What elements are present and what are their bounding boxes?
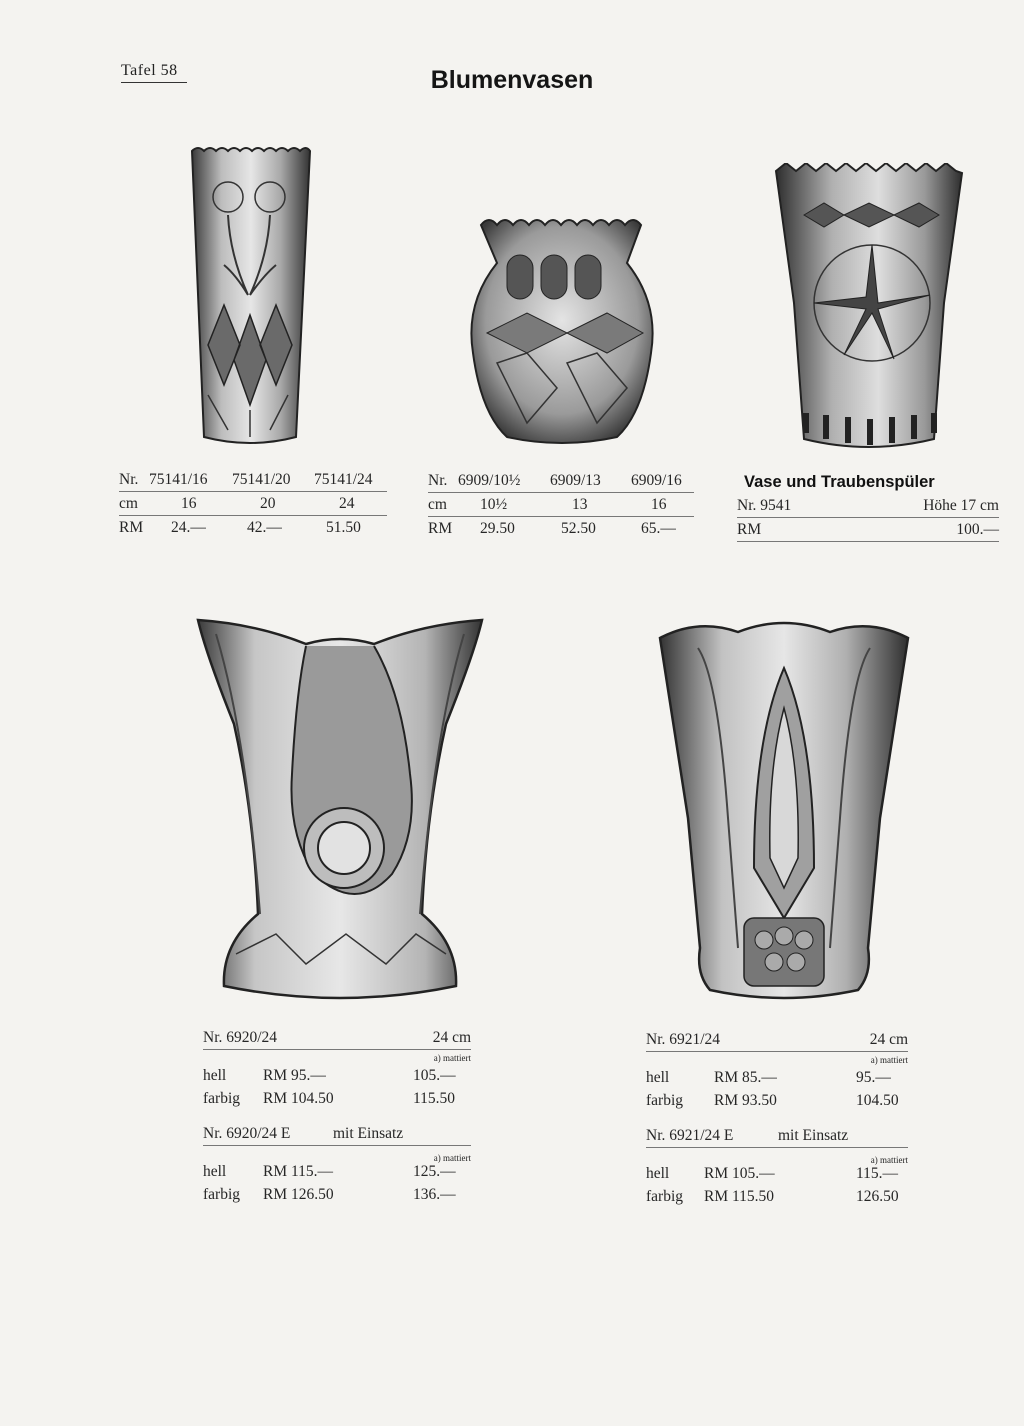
price-row-hell — [646, 1066, 908, 1089]
price-value: RM 104.50 — [263, 1090, 334, 1107]
price-value: RM 126.50 — [263, 1186, 334, 1203]
model-number: Nr. 9541 — [737, 497, 792, 514]
mattiert-price: 95.— — [856, 1069, 891, 1086]
number-row — [646, 1028, 908, 1052]
model-number: 6909/16 — [631, 472, 682, 489]
size-value: 16 — [651, 496, 667, 513]
mattiert-note: a) mattiert — [433, 1053, 471, 1063]
mattiert-price: 105.— — [413, 1067, 456, 1084]
price-row — [737, 518, 999, 542]
number-row — [428, 469, 694, 493]
mattiert-note: a) mattiert — [433, 1153, 471, 1163]
mattiert-price: 104.50 — [856, 1092, 899, 1109]
variant-label: hell — [203, 1163, 227, 1180]
price-value: RM 95.— — [263, 1067, 326, 1084]
model-number: 75141/20 — [232, 471, 291, 488]
model-number: 6909/10½ — [458, 472, 521, 489]
size-value: 24 — [339, 495, 355, 512]
heading-row — [737, 471, 999, 494]
number-row — [737, 494, 999, 518]
price-value: 100.— — [956, 521, 999, 538]
nr-label: Nr. — [428, 472, 448, 489]
variant-label: hell — [646, 1165, 670, 1182]
price-row-farbig — [203, 1087, 471, 1110]
price-value: RM 93.50 — [714, 1092, 777, 1109]
mattiert-price: 115.50 — [413, 1090, 456, 1107]
spec-table-6909 — [428, 469, 694, 540]
size-label: cm — [119, 495, 138, 512]
plate-number: Tafel 58 — [121, 62, 187, 83]
insert-price-row-farbig — [646, 1185, 908, 1208]
product-heading: Vase und Traubenspüler — [744, 473, 935, 491]
price-value: RM 115.— — [263, 1163, 334, 1180]
vase-9541-illustration — [774, 163, 964, 451]
size-value: 13 — [572, 496, 588, 513]
size-row — [428, 493, 694, 517]
price-label: RM — [428, 520, 453, 537]
model-number: Nr. 6921/24 — [646, 1031, 721, 1048]
model-number: 75141/16 — [149, 471, 208, 488]
insert-model-number: Nr. 6921/24 E — [646, 1127, 734, 1144]
insert-price-row-hell — [203, 1160, 471, 1183]
insert-price-row-hell — [646, 1162, 908, 1185]
number-row — [203, 1026, 471, 1050]
vase-6920-illustration — [196, 614, 484, 1004]
insert-note: mit Einsatz — [333, 1125, 404, 1142]
insert-price-row-farbig — [203, 1183, 471, 1206]
price-value: 42.— — [247, 519, 282, 536]
insert-note: mit Einsatz — [778, 1127, 849, 1144]
vase-6909-illustration — [467, 213, 657, 445]
nr-label: Nr. — [119, 471, 139, 488]
price-row — [428, 517, 694, 540]
model-number: 6909/13 — [550, 472, 601, 489]
size-value: 16 — [181, 495, 197, 512]
size-row — [119, 492, 387, 516]
variant-label: hell — [203, 1067, 227, 1084]
size-label: cm — [428, 496, 447, 513]
insert-number-row — [646, 1124, 908, 1148]
price-value: RM 105.— — [704, 1165, 775, 1182]
number-row — [119, 468, 387, 492]
size-value: 24 cm — [432, 1029, 471, 1046]
insert-number-row — [203, 1122, 471, 1146]
variant-label: farbig — [646, 1092, 684, 1109]
insert-model-number: Nr. 6920/24 E — [203, 1125, 291, 1142]
height-value: Höhe 17 cm — [923, 497, 999, 514]
mattiert-price: 125.— — [413, 1163, 456, 1180]
spec-table-6920 — [203, 1026, 471, 1206]
mattiert-price: 115.— — [856, 1165, 899, 1182]
spec-table-75141 — [119, 468, 387, 539]
variant-label: farbig — [646, 1188, 684, 1205]
price-value: 52.50 — [561, 520, 596, 537]
size-value: 20 — [260, 495, 276, 512]
spec-table-9541 — [737, 471, 999, 542]
variant-label: farbig — [203, 1186, 241, 1203]
model-number: Nr. 6920/24 — [203, 1029, 278, 1046]
price-value: 24.— — [171, 519, 206, 536]
price-value: 29.50 — [480, 520, 515, 537]
price-value: 51.50 — [326, 519, 361, 536]
variant-label: hell — [646, 1069, 670, 1086]
price-label: RM — [119, 519, 144, 536]
price-row — [119, 516, 387, 539]
price-value: 65.— — [641, 520, 676, 537]
variant-label: farbig — [203, 1090, 241, 1107]
price-row-farbig — [646, 1089, 908, 1112]
price-value: RM 85.— — [714, 1069, 777, 1086]
spec-table-6921 — [646, 1028, 908, 1208]
mattiert-price: 126.50 — [856, 1188, 899, 1205]
size-value: 10½ — [480, 496, 508, 513]
size-value: 24 cm — [869, 1031, 908, 1048]
page-title: Blumenvasen — [430, 66, 594, 94]
model-number: 75141/24 — [314, 471, 373, 488]
price-label: RM — [737, 521, 762, 538]
price-value: RM 115.50 — [704, 1188, 775, 1205]
vase-6921-illustration — [658, 618, 910, 1000]
mattiert-note: a) mattiert — [870, 1155, 908, 1165]
mattiert-price: 136.— — [413, 1186, 456, 1203]
mattiert-note: a) mattiert — [870, 1055, 908, 1065]
vase-75141-illustration — [188, 145, 312, 447]
price-row-hell — [203, 1064, 471, 1087]
